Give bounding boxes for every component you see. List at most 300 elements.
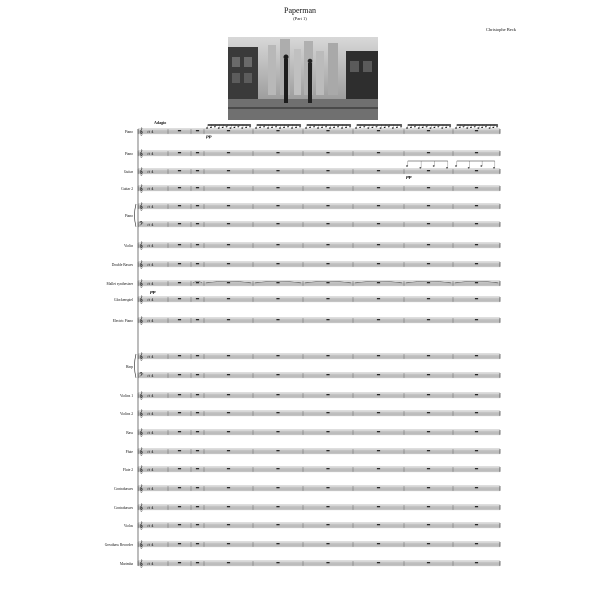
clef-icon: 𝄞	[139, 521, 144, 530]
whole-rest	[196, 374, 199, 375]
instrument-label: Electric Piano	[112, 318, 133, 323]
note-head	[388, 126, 390, 127]
whole-rest	[196, 282, 199, 283]
whole-rest	[227, 543, 230, 544]
whole-rest	[178, 130, 181, 131]
whole-rest	[326, 487, 329, 488]
whole-rest	[196, 152, 199, 153]
instrument-label: Flute	[125, 449, 133, 454]
note-head	[279, 127, 281, 128]
instrument-label: Violin	[124, 243, 133, 248]
whole-rest	[227, 355, 230, 356]
whole-rest	[178, 205, 181, 206]
whole-rest	[377, 319, 380, 320]
whole-rest	[475, 130, 478, 131]
whole-rest	[196, 487, 199, 488]
note-head	[455, 165, 457, 166]
whole-rest	[427, 130, 430, 131]
note-head	[410, 127, 412, 128]
whole-rest	[475, 187, 478, 188]
whole-rest	[196, 394, 199, 395]
whole-rest	[377, 431, 380, 432]
whole-rest	[326, 374, 329, 375]
note-head	[371, 127, 373, 128]
instrument-label: Flute 2	[122, 467, 133, 472]
instrument-label: Greatbass Recorder	[104, 542, 133, 547]
whole-rest	[326, 506, 329, 507]
key-time-signature: ♯♯ 4	[147, 431, 154, 436]
note-head	[481, 127, 483, 128]
whole-rest	[276, 298, 279, 299]
whole-rest	[427, 223, 430, 224]
whole-rest	[326, 152, 329, 153]
clef-icon: 𝄞	[139, 149, 144, 158]
whole-rest	[276, 205, 279, 206]
whole-rest	[196, 524, 199, 525]
whole-rest	[427, 282, 430, 283]
whole-rest	[227, 187, 230, 188]
note-head	[325, 126, 327, 127]
clef-icon: 𝄞	[139, 202, 144, 211]
whole-rest	[427, 468, 430, 469]
note-head	[437, 126, 439, 127]
whole-rest	[178, 282, 181, 283]
clef-icon: 𝄞	[139, 127, 144, 136]
whole-rest	[427, 394, 430, 395]
whole-rest	[196, 355, 199, 356]
whole-rest	[178, 170, 181, 171]
whole-rest	[427, 152, 430, 153]
whole-rest	[475, 487, 478, 488]
whole-rest	[377, 223, 380, 224]
whole-rest	[475, 152, 478, 153]
whole-rest	[427, 487, 430, 488]
whole-rest	[196, 450, 199, 451]
key-time-signature: ♯♯ 4	[147, 244, 154, 249]
note-head	[291, 127, 293, 128]
whole-rest	[276, 170, 279, 171]
whole-rest	[377, 244, 380, 245]
whole-rest	[276, 394, 279, 395]
whole-rest	[178, 187, 181, 188]
whole-rest	[227, 524, 230, 525]
whole-rest	[427, 450, 430, 451]
whole-rest	[178, 506, 181, 507]
whole-rest	[326, 223, 329, 224]
instrument-label: Guitar	[123, 169, 133, 174]
note-head	[441, 127, 443, 128]
whole-rest	[276, 450, 279, 451]
whole-rest	[427, 355, 430, 356]
whole-rest	[475, 205, 478, 206]
whole-rest	[377, 152, 380, 153]
note-head	[449, 126, 451, 127]
whole-rest	[227, 205, 230, 206]
whole-rest	[427, 244, 430, 245]
note-head	[380, 127, 382, 128]
whole-rest	[276, 263, 279, 264]
whole-rest	[276, 487, 279, 488]
key-time-signature: ♯♯ 4	[147, 355, 154, 360]
instrument-label: Piano	[124, 214, 133, 218]
whole-rest	[196, 130, 199, 131]
note-head	[341, 127, 343, 128]
whole-rest	[475, 543, 478, 544]
whole-rest	[178, 487, 181, 488]
whole-rest	[326, 187, 329, 188]
note-head	[419, 167, 421, 168]
whole-rest	[326, 205, 329, 206]
note-head	[363, 126, 365, 127]
whole-rest	[178, 431, 181, 432]
whole-rest	[475, 298, 478, 299]
clef-icon: 𝄢	[139, 371, 144, 380]
note-head	[214, 126, 216, 127]
whole-rest	[196, 562, 199, 563]
whole-rest	[227, 244, 230, 245]
score-subtitle: (Part 1)	[293, 16, 307, 21]
whole-rest	[326, 543, 329, 544]
whole-rest	[475, 282, 478, 283]
whole-rest	[227, 412, 230, 413]
note-head	[468, 167, 470, 168]
whole-rest	[227, 298, 230, 299]
whole-rest	[377, 130, 380, 131]
whole-rest	[178, 298, 181, 299]
whole-rest	[475, 394, 478, 395]
note-head	[241, 127, 243, 128]
clef-icon: 𝄞	[139, 184, 144, 193]
note-head	[418, 127, 420, 128]
note-head	[263, 126, 265, 127]
composer-name: Christophe Beck	[485, 27, 516, 32]
whole-rest	[326, 394, 329, 395]
note-head	[433, 165, 435, 166]
note-head	[355, 127, 357, 128]
whole-rest	[178, 524, 181, 525]
whole-rest	[196, 506, 199, 507]
note-head	[206, 127, 208, 128]
whole-rest	[377, 468, 380, 469]
whole-rest	[196, 468, 199, 469]
whole-rest	[475, 355, 478, 356]
whole-rest	[326, 319, 329, 320]
whole-rest	[227, 450, 230, 451]
key-time-signature: ♯♯ 4	[147, 170, 154, 175]
whole-rest	[276, 431, 279, 432]
note-head	[321, 127, 323, 128]
note-head	[226, 126, 228, 127]
whole-rest	[276, 282, 279, 283]
key-time-signature: ♯♯ 4	[147, 205, 154, 210]
whole-rest	[227, 223, 230, 224]
key-time-signature: ♯♯ 4	[147, 263, 154, 268]
whole-rest	[377, 543, 380, 544]
whole-rest	[196, 412, 199, 413]
note-head	[477, 127, 479, 128]
note-head	[406, 165, 408, 166]
whole-rest	[227, 374, 230, 375]
instrument-label: Mallet synthesizer	[106, 281, 133, 286]
whole-rest	[178, 374, 181, 375]
note-head	[396, 127, 398, 128]
whole-rest	[377, 374, 380, 375]
whole-rest	[427, 431, 430, 432]
whole-rest	[227, 152, 230, 153]
whole-rest	[326, 130, 329, 131]
whole-rest	[475, 506, 478, 507]
note-head	[422, 127, 424, 128]
instrument-label: Bass	[126, 430, 133, 435]
instrument-label: Marimba	[119, 561, 133, 566]
clef-icon: 𝄞	[139, 447, 144, 456]
whole-rest	[178, 263, 181, 264]
whole-rest	[196, 431, 199, 432]
score-title: Paperman	[284, 6, 316, 15]
note-head	[317, 127, 319, 128]
note-head	[249, 126, 251, 127]
whole-rest	[178, 152, 181, 153]
whole-rest	[227, 263, 230, 264]
whole-rest	[196, 319, 199, 320]
note-head	[414, 126, 416, 127]
dynamic-marking: pp	[406, 174, 412, 179]
note-head	[295, 127, 297, 128]
whole-rest	[475, 524, 478, 525]
whole-rest	[178, 562, 181, 563]
note-head	[359, 127, 361, 128]
note-head	[406, 127, 408, 128]
note-head	[492, 127, 494, 128]
dynamic-marking: pp	[150, 289, 156, 294]
whole-rest	[377, 487, 380, 488]
whole-rest	[475, 412, 478, 413]
whole-rest	[326, 263, 329, 264]
whole-rest	[427, 543, 430, 544]
whole-rest	[276, 130, 279, 131]
note-head	[305, 127, 307, 128]
note-head	[222, 127, 224, 128]
whole-rest	[196, 298, 199, 299]
whole-rest	[196, 170, 199, 171]
whole-rest	[326, 562, 329, 563]
key-time-signature: ♯♯ 4	[147, 187, 154, 192]
clef-icon: 𝄞	[139, 465, 144, 474]
whole-rest	[227, 170, 230, 171]
whole-rest	[227, 282, 230, 283]
whole-rest	[276, 543, 279, 544]
instrument-label: Guitar 2	[121, 186, 133, 191]
clef-icon: 𝄞	[139, 352, 144, 361]
whole-rest	[475, 223, 478, 224]
note-head	[245, 127, 247, 128]
note-head	[271, 127, 273, 128]
whole-rest	[377, 298, 380, 299]
note-head	[210, 127, 212, 128]
whole-rest	[196, 543, 199, 544]
clef-icon: 𝄞	[139, 428, 144, 437]
instrument-label: Piano	[124, 129, 133, 134]
note-head	[463, 126, 465, 127]
note-head	[446, 167, 448, 168]
whole-rest	[427, 298, 430, 299]
key-time-signature: ♯♯ 4	[147, 562, 154, 567]
whole-rest	[227, 562, 230, 563]
whole-rest	[377, 263, 380, 264]
whole-rest	[326, 244, 329, 245]
whole-rest	[377, 394, 380, 395]
key-time-signature: ♯♯ 4	[147, 450, 154, 455]
key-time-signature: ♯♯ 4	[147, 468, 154, 473]
whole-rest	[475, 263, 478, 264]
key-time-signature: ♯♯ 4	[147, 487, 154, 492]
instrument-label: Contrabasses	[114, 486, 133, 491]
tempo-marking: Adagio	[154, 120, 167, 125]
whole-rest	[377, 282, 380, 283]
note-head	[466, 127, 468, 128]
note-head	[329, 127, 331, 128]
note-head	[337, 126, 339, 127]
whole-rest	[377, 506, 380, 507]
whole-rest	[326, 412, 329, 413]
whole-rest	[227, 487, 230, 488]
key-time-signature: ♯♯ 4	[147, 524, 154, 529]
note-head	[283, 127, 285, 128]
whole-rest	[326, 298, 329, 299]
whole-rest	[178, 412, 181, 413]
instrument-label: Piano	[124, 151, 133, 156]
whole-rest	[377, 450, 380, 451]
whole-rest	[178, 244, 181, 245]
whole-rest	[276, 244, 279, 245]
whole-rest	[178, 394, 181, 395]
note-head	[218, 127, 220, 128]
note-head	[287, 126, 289, 127]
whole-rest	[178, 223, 181, 224]
whole-rest	[326, 170, 329, 171]
whole-rest	[475, 562, 478, 563]
whole-rest	[475, 374, 478, 375]
whole-rest	[276, 152, 279, 153]
clef-icon: 𝄞	[139, 279, 144, 288]
whole-rest	[276, 223, 279, 224]
note-head	[430, 127, 432, 128]
key-time-signature: ♯♯ 4	[147, 282, 154, 287]
note-head	[333, 127, 335, 128]
whole-rest	[427, 170, 430, 171]
whole-rest	[427, 562, 430, 563]
clef-icon: 𝄞	[139, 316, 144, 325]
whole-rest	[326, 468, 329, 469]
whole-rest	[475, 431, 478, 432]
whole-rest	[276, 562, 279, 563]
note-head	[233, 127, 235, 128]
clef-icon: 𝄞	[139, 409, 144, 418]
instrument-label: Harp	[125, 364, 133, 369]
note-head	[255, 127, 257, 128]
whole-rest	[377, 170, 380, 171]
whole-rest	[326, 282, 329, 283]
note-head	[392, 127, 394, 128]
whole-rest	[196, 187, 199, 188]
key-time-signature: ♯♯ 4	[147, 543, 154, 548]
whole-rest	[276, 412, 279, 413]
clef-icon: 𝄞	[139, 540, 144, 549]
whole-rest	[326, 355, 329, 356]
note-head	[299, 126, 301, 127]
whole-rest	[326, 431, 329, 432]
key-time-signature: ♯♯ 4	[147, 319, 154, 324]
whole-rest	[377, 412, 380, 413]
whole-rest	[178, 355, 181, 356]
whole-rest	[276, 355, 279, 356]
whole-rest	[427, 263, 430, 264]
note-head	[367, 127, 369, 128]
note-head	[455, 127, 457, 128]
note-head	[237, 126, 239, 127]
note-head	[496, 126, 498, 127]
clef-icon: 𝄞	[139, 241, 144, 250]
whole-rest	[427, 205, 430, 206]
key-time-signature: ♯♯ 4	[147, 130, 154, 135]
whole-rest	[227, 319, 230, 320]
whole-rest	[178, 319, 181, 320]
whole-rest	[475, 319, 478, 320]
whole-rest	[196, 244, 199, 245]
whole-rest	[475, 450, 478, 451]
key-time-signature: ♯♯ 4	[147, 152, 154, 157]
whole-rest	[427, 319, 430, 320]
note-head	[400, 126, 402, 127]
whole-rest	[326, 524, 329, 525]
note-head	[313, 126, 315, 127]
clef-icon: 𝄞	[139, 260, 144, 269]
note-head	[349, 126, 351, 127]
note-head	[376, 126, 378, 127]
whole-rest	[276, 524, 279, 525]
clef-icon: 𝄞	[139, 503, 144, 512]
note-head	[459, 127, 461, 128]
whole-rest	[276, 319, 279, 320]
whole-rest	[276, 187, 279, 188]
whole-rest	[475, 170, 478, 171]
brace	[135, 204, 137, 227]
whole-rest	[377, 205, 380, 206]
note-head	[489, 127, 491, 128]
whole-rest	[276, 506, 279, 507]
whole-rest	[427, 506, 430, 507]
whole-rest	[227, 431, 230, 432]
clef-icon: 𝄞	[139, 167, 144, 176]
whole-rest	[276, 374, 279, 375]
instrument-label: Double Basses	[111, 262, 133, 267]
note-head	[384, 127, 386, 128]
whole-rest	[377, 187, 380, 188]
dynamic-marking: pp	[206, 133, 212, 139]
note-head	[485, 126, 487, 127]
key-time-signature: ♯♯ 4	[147, 298, 154, 303]
note-head	[267, 127, 269, 128]
note-head	[445, 127, 447, 128]
note-head	[470, 127, 472, 128]
clef-icon: 𝄞	[139, 295, 144, 304]
whole-rest	[427, 412, 430, 413]
clef-icon: 𝄞	[139, 559, 144, 568]
whole-rest	[475, 468, 478, 469]
instrument-label: Contrabasses	[114, 505, 133, 510]
whole-rest	[227, 130, 230, 131]
note-head	[480, 165, 482, 166]
